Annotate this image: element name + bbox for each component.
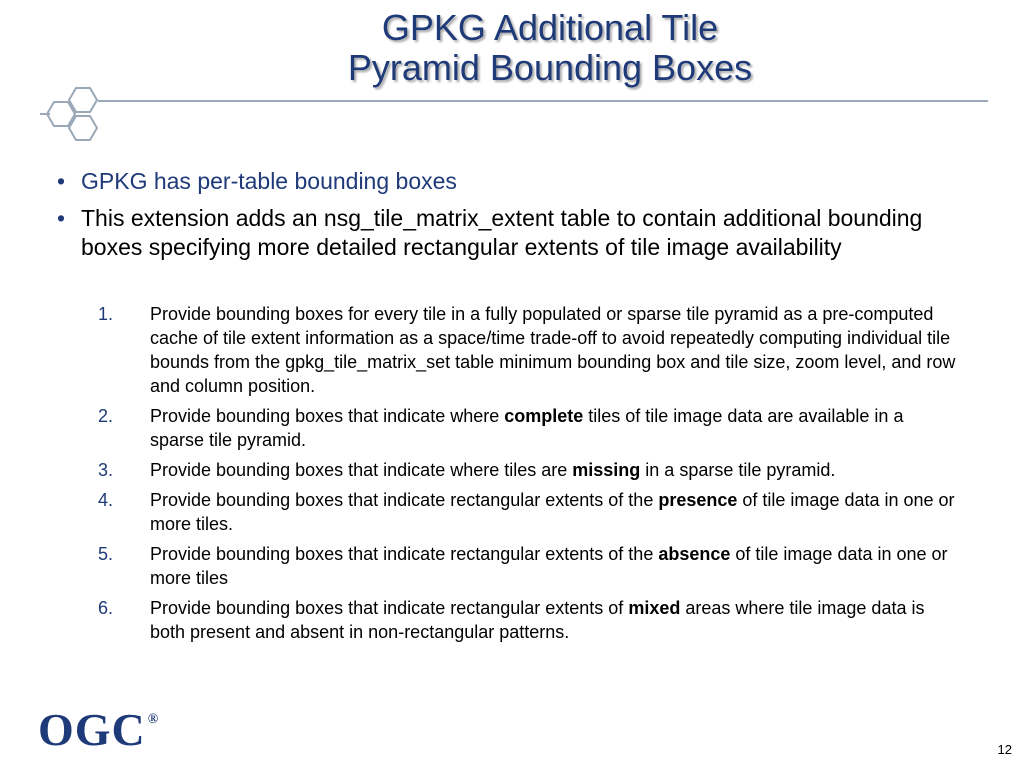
list-item-number: 4. [98, 490, 114, 510]
list-item [98, 404, 958, 452]
bullet-item: • This extension adds an nsg_tile_matrix_extent table to contain additional bounding boxes specifying more detailed rectangular extents of tile image availability [55, 204, 955, 262]
emphasis: absence [658, 544, 731, 564]
list-item [98, 596, 958, 644]
list-item [98, 542, 958, 590]
list-item-number: 6. [98, 598, 114, 618]
list-item-number: 2. [98, 406, 114, 426]
title-line-1: GPKG Additional Tile [381, 7, 719, 48]
ogc-logo: OGC ® [38, 704, 160, 755]
slide-title [230, 8, 870, 88]
page-number: 12 [997, 742, 1012, 757]
list-item [98, 458, 958, 482]
title-divider-left [40, 113, 50, 115]
title-line-2: Pyramid Bounding Boxes [347, 47, 753, 88]
title-divider [98, 100, 988, 102]
list-item [98, 488, 958, 536]
list-item-text: Provide bounding boxes that indicate rectangular extents of the absence of tile image data in one or more tiles [150, 544, 948, 588]
bullet-list [55, 167, 955, 262]
emphasis: mixed [628, 598, 681, 618]
list-item-text: Provide bounding boxes that indicate rectangular extents of mixed areas where tile image data is both present and absent in non-rectangular patterns. [150, 598, 925, 642]
list-item-number: 1. [98, 304, 114, 324]
list-item-text: Provide bounding boxes that indicate where complete tiles of tile image data are available in a sparse tile pyramid. [150, 406, 904, 450]
list-item-text: Provide bounding boxes for every tile in a fully populated or sparse tile pyramid as a pre-computed cache of tile extent information as a space/time trade-off to avoid repeatedly computing individual tile bounds from the gpkg_tile_matrix_set table minimum bounding box and tile size, zoom level, and row and column position. [150, 304, 956, 396]
list-item-number: 5. [98, 544, 114, 564]
list-item [98, 302, 958, 398]
emphasis: presence [658, 490, 738, 510]
emphasis: missing [572, 460, 641, 480]
numbered-list [98, 302, 958, 644]
list-item-number: 3. [98, 460, 114, 480]
emphasis: complete [504, 406, 584, 426]
bullet-item: • GPKG has per-table bounding boxes [55, 167, 955, 196]
list-item-text: Provide bounding boxes that indicate where tiles are missing in a sparse tile pyramid. [150, 460, 836, 480]
list-item-text: Provide bounding boxes that indicate rectangular extents of the presence of tile image data in one or more tiles. [150, 490, 955, 534]
